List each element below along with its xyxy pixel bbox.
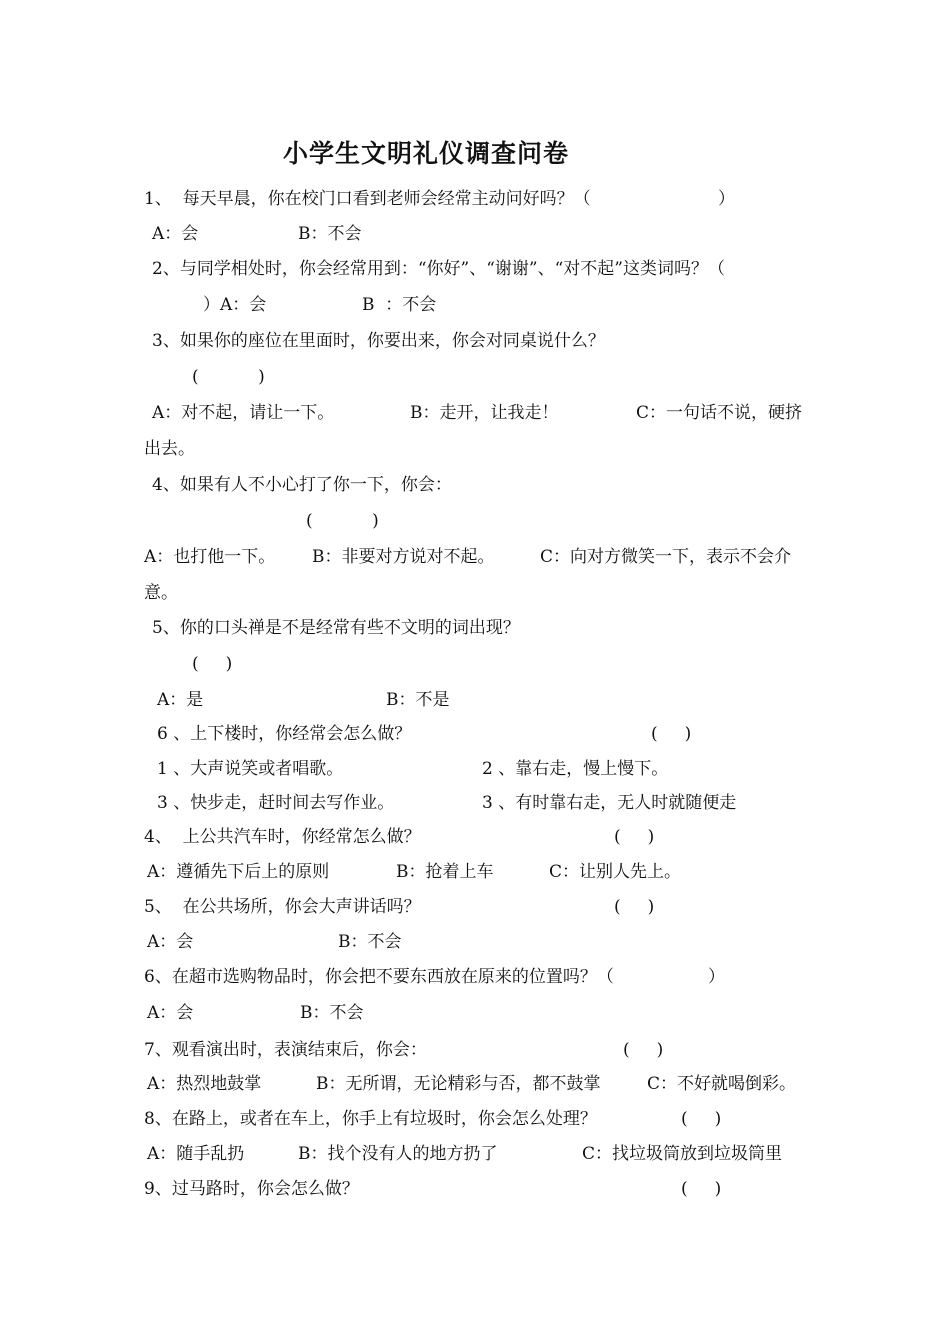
option-c: C：让别人先上。 (549, 862, 682, 882)
option-c: C：找垃圾筒放到垃圾筒里 (582, 1144, 783, 1164)
option-2: 2 、靠右走，慢上慢下。 (482, 759, 669, 779)
option-c: C：不好就喝倒彩。 (647, 1074, 797, 1094)
option-a: A：对不起，请让一下。 (152, 403, 335, 423)
question-12: 9、过马路时，你会怎么做？ (144, 1179, 359, 1199)
question-11: 8、在路上，或者在车上，你手上有垃圾时，你会怎么处理？ (144, 1109, 597, 1129)
option-c-cont: 意。 (144, 583, 178, 603)
option-a: A：会 (147, 932, 194, 952)
option-b: B：不会 (298, 224, 362, 244)
question-4: 4、如果有人不小心打了你一下，你会： (152, 475, 452, 495)
option-a: A：是 (157, 690, 204, 710)
answer-paren: ( ) (192, 654, 233, 674)
question-1: 1、 每天早晨，你在校门口看到老师会经常主动问好吗？（ (144, 189, 591, 209)
question-9: 6、在超市选购物品时，你会把不要东西放在原来的位置吗？（ (144, 967, 614, 987)
option-c-cont: 出去。 (144, 439, 195, 459)
question-6: 6 、上下楼时，你经常会怎么做？ (157, 724, 412, 744)
page-title: 小学生文明礼仪调查问卷 (283, 139, 570, 168)
option-a: A：热烈地鼓掌 (147, 1074, 262, 1094)
answer-paren-close: ） (708, 967, 725, 987)
option-c: C：一句话不说，硬挤 (636, 403, 803, 423)
answer-paren: ( ) (614, 827, 655, 847)
option-b: B：找个没有人的地方扔了 (298, 1144, 498, 1164)
answer-paren: ( ) (681, 1109, 722, 1129)
answer-paren: ( ) (614, 897, 655, 917)
question-10: 7、观看演出时，表演结束后，你会： (144, 1040, 427, 1060)
option-b: B：抢着上车 (396, 862, 494, 882)
option-1: 1 、大声说笑或者唱歌。 (157, 759, 344, 779)
option-b: B：无所谓，无论精彩与否，都不鼓掌 (316, 1074, 601, 1094)
option-b: B：不会 (338, 932, 402, 952)
question-3: 3、如果你的座位在里面时，你要出来，你会对同桌说什么？ (152, 331, 605, 351)
option-a: A：随手乱扔 (147, 1144, 245, 1164)
answer-paren: ( ) (192, 367, 265, 387)
question-5: 5、你的口头禅是不是经常有些不文明的词出现？ (152, 618, 520, 638)
answer-paren: ( ) (306, 511, 379, 531)
answer-paren: ( ) (681, 1179, 722, 1199)
answer-paren: ( ) (651, 724, 692, 744)
option-a: A：也打他一下。 (144, 547, 276, 567)
option-4: 3 、有时靠右走，无人时就随便走 (482, 793, 737, 813)
option-b: B：不会 (300, 1003, 364, 1023)
option-b: B：非要对方说对不起。 (312, 547, 495, 567)
option-a: A：会 (147, 1003, 194, 1023)
question-8: 5、 在公共场所，你会大声讲话吗？ (144, 897, 421, 917)
option-b: B：走开，让我走！ (410, 403, 559, 423)
option-b: B ：不会 (362, 295, 437, 315)
option-a: A：会 (152, 224, 199, 244)
option-a: A：遵循先下后上的原则 (147, 862, 330, 882)
answer-paren: ( ) (623, 1040, 664, 1060)
question-2: 2、与同学相处时，你会经常用到：“你好”、“谢谢”、“对不起”这类词吗？（ (152, 259, 725, 279)
option-3: 3 、快步走，赶时间去写作业。 (157, 793, 395, 813)
option-c: C：向对方微笑一下，表示不会介 (540, 547, 792, 567)
question-7: 4、 上公共汽车时，你经常怎么做？ (144, 827, 421, 847)
question-2-cont: ）A：会 (203, 295, 267, 315)
option-b: B：不是 (386, 690, 450, 710)
answer-paren-close: ） (718, 189, 735, 209)
